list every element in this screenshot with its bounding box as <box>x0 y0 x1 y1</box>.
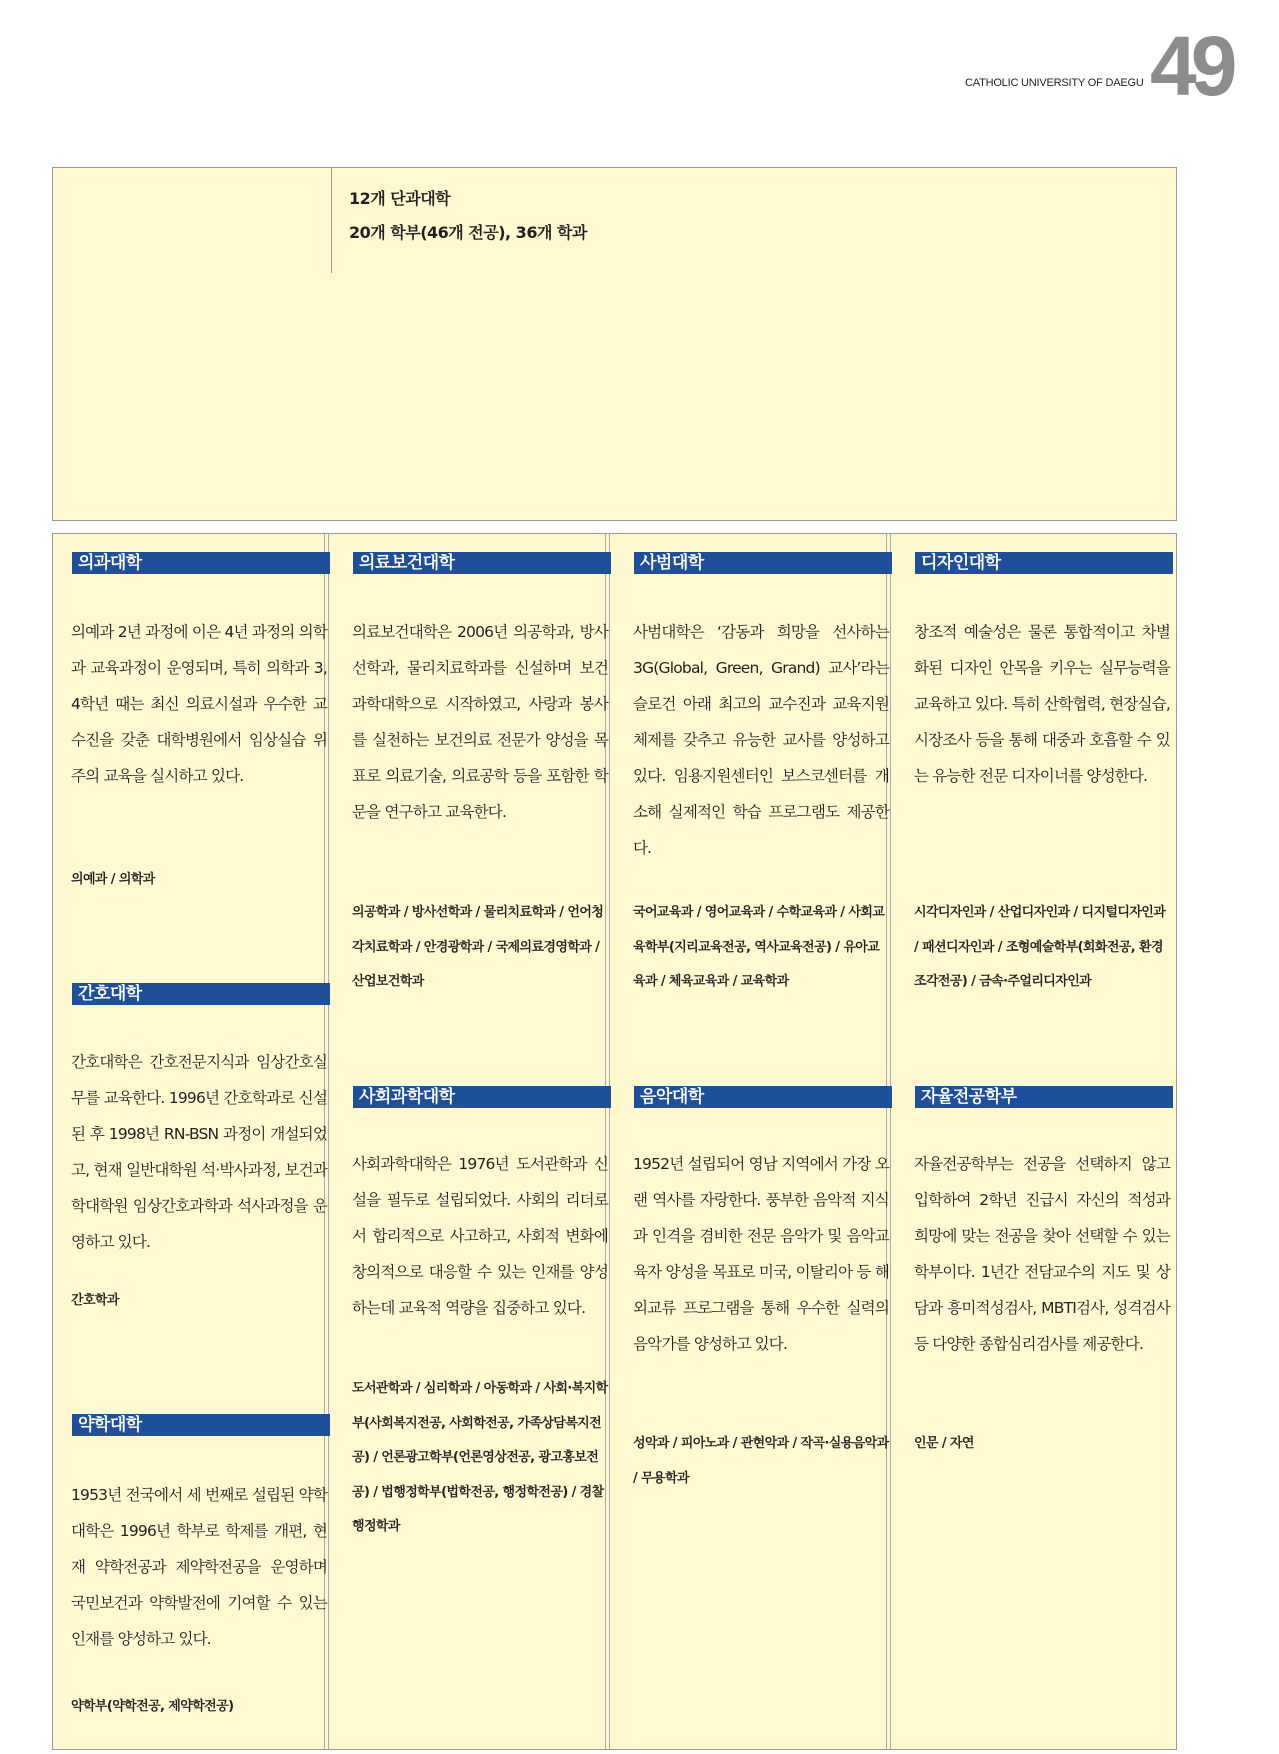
college-education-description: 사범대학은 ‘감동과 희망을 선사하는 3G(Global, Green, Grand) 교사’라는 슬로건 아래 최고의 교수진과 교육지원체제를 갖추고 유능한 교사를 양성하고 있다. 임용지원센터인 보스코센터를 개소해 실제적인 학습 프로그램도 제공한다. <box>633 623 889 857</box>
college-nursing-description: 간호대학은 간호전문지식과 임상간호실무를 교육한다. 1996년 간호학과로 신설된 후 1998년 RN-BSN 과정이 개설되었고, 현재 일반대학원 석·박사과정, 보건과학대학원 임상간호과학과 석사과정을 운영하고 있다. <box>71 1053 327 1251</box>
college-education-departments: 국어교육과 / 영어교육과 / 수학교육과 / 사회교육학부(지리교육전공, 역사교육전공) / 유아교육과 / 체육교육과 / 교육학과 <box>633 905 885 989</box>
college-pharmacy-departments: 약학부(약학전공, 제약학전공) <box>71 1699 234 1714</box>
college-design-title: 디자인대학 <box>915 552 1173 574</box>
summary-divider <box>331 168 332 273</box>
summary-departments-count: 20개 학부(46개 전공), 36개 학과 <box>349 223 587 242</box>
college-pharmacy-description: 1953년 전국에서 세 번째로 설립된 약학대학은 1996년 학부로 학제를 개편, 현재 약학전공과 제약학전공을 운영하며 국민보건과 약학발전에 기여할 수 있는 인재를 양성하고 있다. <box>71 1486 327 1648</box>
college-health-departments: 의공학과 / 방사선학과 / 물리치료학과 / 언어청각치료학과 / 안경광학과 / 국제의료경영학과 / 산업보건학과 <box>352 905 604 989</box>
college-medicine-description: 의예과 2년 과정에 이은 4년 과정의 의학과 교육과정이 운영되며, 특히 의학과 3, 4학년 때는 최신 의료시설과 우수한 교수진을 갖춘 대학병원에서 임상실습 위주의 교육을 실시하고 있다. <box>71 623 327 785</box>
college-nursing-departments: 간호학과 <box>71 1293 119 1308</box>
college-medicine-departments: 의예과 / 의학과 <box>71 872 155 887</box>
college-social-description: 사회과학대학은 1976년 도서관학과 신설을 필두로 설립되었다. 사회의 리더로서 합리적으로 사고하고, 사회적 변화에 창의적으로 대응할 수 있는 인재를 양성하는데 교육적 역량을 집중하고 있다. <box>352 1155 608 1317</box>
college-education-title: 사범대학 <box>634 552 892 574</box>
college-music-description: 1952년 설립되어 영남 지역에서 가장 오랜 역사를 자랑한다. 풍부한 음악적 지식과 인격을 겸비한 전문 음악가 및 음악교육자 양성을 목표로 미국, 이탈리아 등 해외교류 프로그램을 통해 우수한 실력의 음악가를 양성하고 있다. <box>633 1155 889 1353</box>
college-social-title: 사회과학대학 <box>353 1086 611 1108</box>
college-liberal-description: 자율전공학부는 전공을 선택하지 않고 입학하여 2학년 진급시 자신의 적성과 희망에 맞는 전공을 찾아 선택할 수 있는 학부이다. 1년간 전담교수의 지도 및 상담과 흥미적성검사, MBTI검사, 성격검사 등 다양한 종합심리검사를 제공한다. <box>914 1155 1170 1353</box>
colleges-box <box>52 533 1177 1750</box>
summary-box <box>52 167 1177 521</box>
college-liberal-title: 자율전공학부 <box>915 1086 1173 1108</box>
college-pharmacy-title: 약학대학 <box>72 1414 330 1436</box>
college-music-title: 음악대학 <box>634 1086 892 1108</box>
college-health-description: 의료보건대학은 2006년 의공학과, 방사선학과, 물리치료학과를 신설하며 보건과학대학으로 시작하였고, 사랑과 봉사를 실천하는 보건의료 전문가 양성을 목표로 의료기술, 의료공학 등을 포함한 학문을 연구하고 교육한다. <box>352 623 608 821</box>
college-liberal-departments: 인문 / 자연 <box>914 1436 974 1451</box>
college-design-description: 창조적 예술성은 물론 통합적이고 차별화된 디자인 안목을 키우는 실무능력을 교육하고 있다. 특히 산학협력, 현장실습, 시장조사 등을 통해 대중과 호흡할 수 있는 유능한 전문 디자이너를 양성한다. <box>914 623 1170 785</box>
college-music-departments: 성악과 / 피아노과 / 관현악과 / 작곡·실용음악과 / 무용학과 <box>633 1436 889 1486</box>
header-university: CATHOLIC UNIVERSITY OF DAEGU <box>965 77 1144 89</box>
page-number: 49 <box>1150 19 1232 113</box>
summary-colleges-count: 12개 단과대학 <box>349 189 451 208</box>
college-medicine-title: 의과대학 <box>72 552 330 574</box>
college-nursing-title: 간호대학 <box>72 983 330 1005</box>
college-design-departments: 시각디자인과 / 산업디자인과 / 디지털디자인과 / 패션디자인과 / 조형예술학부(회화전공, 환경조각전공) / 금속·주얼리디자인과 <box>914 905 1166 989</box>
college-health-title: 의료보건대학 <box>353 552 611 574</box>
college-social-departments: 도서관학과 / 심리학과 / 아동학과 / 사회·복지학부(사회복지전공, 사회학전공, 가족상담복지전공) / 언론광고학부(언론영상전공, 광고홍보전공) / 법행정학부(법학전공, 행정학전공) / 경찰행정학과 <box>352 1381 608 1534</box>
